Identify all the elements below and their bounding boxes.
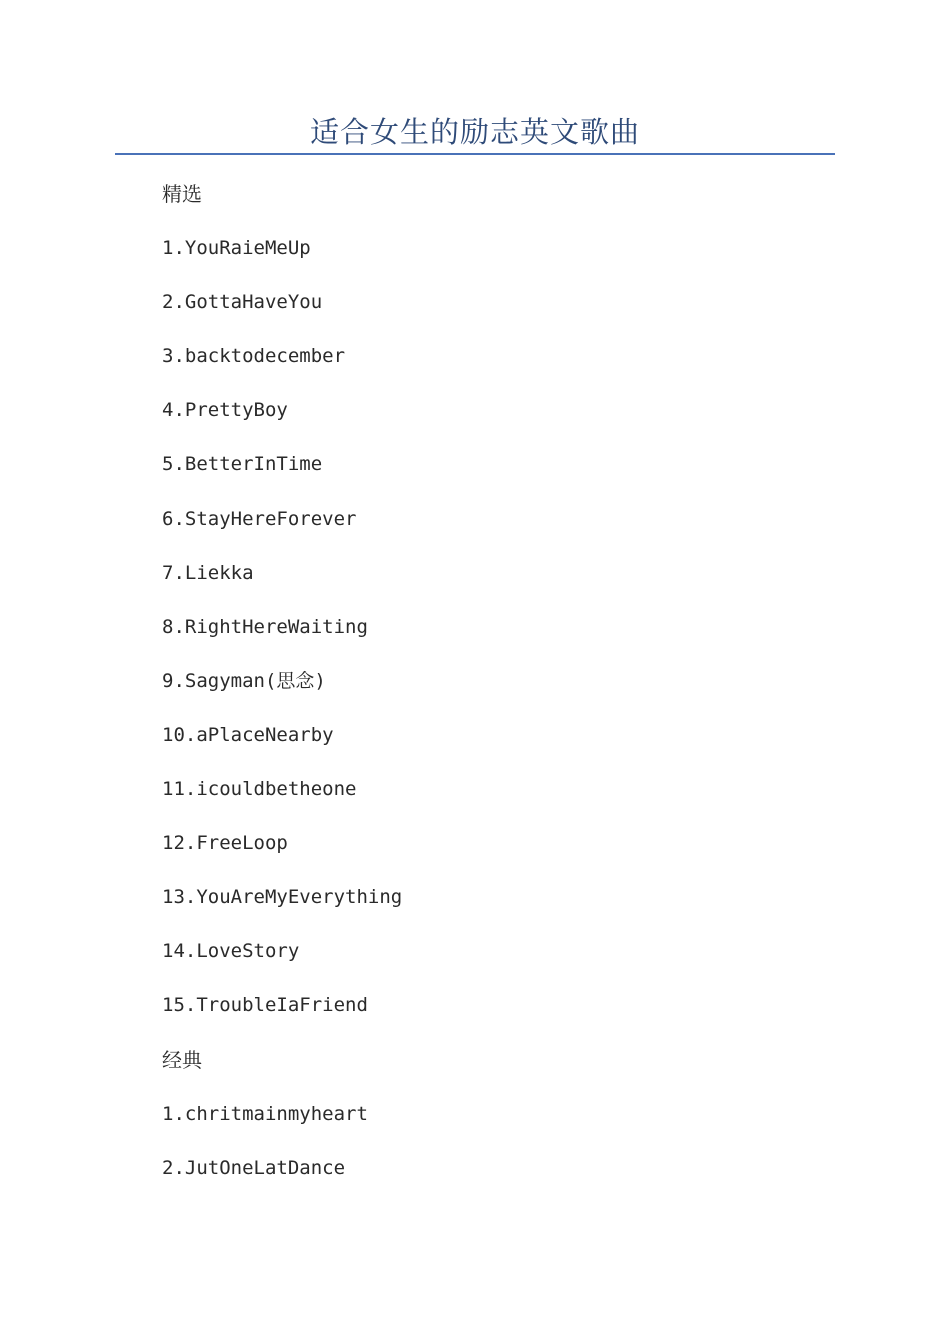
song-list-item: 5.BetterInTime	[162, 453, 323, 476]
song-list-item: 7.Liekka	[162, 561, 254, 584]
song-list-item: 8.RightHereWaiting	[162, 615, 368, 638]
title-underline	[115, 153, 835, 155]
song-list-item: 1.chritmainmyheart	[162, 1102, 368, 1125]
song-list-item: 15.TroubleIaFriend	[162, 994, 368, 1017]
song-list-item: 6.StayHereForever	[162, 507, 357, 530]
song-list-item: 9.Sagyman(思念)	[162, 669, 326, 692]
song-list-item: 1.YouRaieMeUp	[162, 237, 311, 260]
song-list-item: 2.GottaHaveYou	[162, 291, 323, 314]
section-heading-classic: 经典	[162, 1047, 202, 1072]
section-heading-featured: 精选	[162, 182, 202, 206]
document-title: 适合女生的励志英文歌曲	[309, 115, 640, 149]
song-list-item: 14.LoveStory	[162, 940, 300, 963]
song-list-item: 3.backtodecember	[162, 345, 346, 368]
song-list-item: 4.PrettyBoy	[162, 399, 288, 422]
song-list-item: 12.FreeLoop	[162, 832, 288, 855]
document-body	[162, 175, 822, 1203]
song-list-item: 13.YouAreMyEverything	[162, 886, 403, 909]
song-list-item: 11.icouldbetheone	[162, 778, 357, 801]
song-list-item: 2.JutOneLatDance	[162, 1156, 346, 1179]
song-list-item: 10.aPlaceNearby	[162, 723, 334, 746]
